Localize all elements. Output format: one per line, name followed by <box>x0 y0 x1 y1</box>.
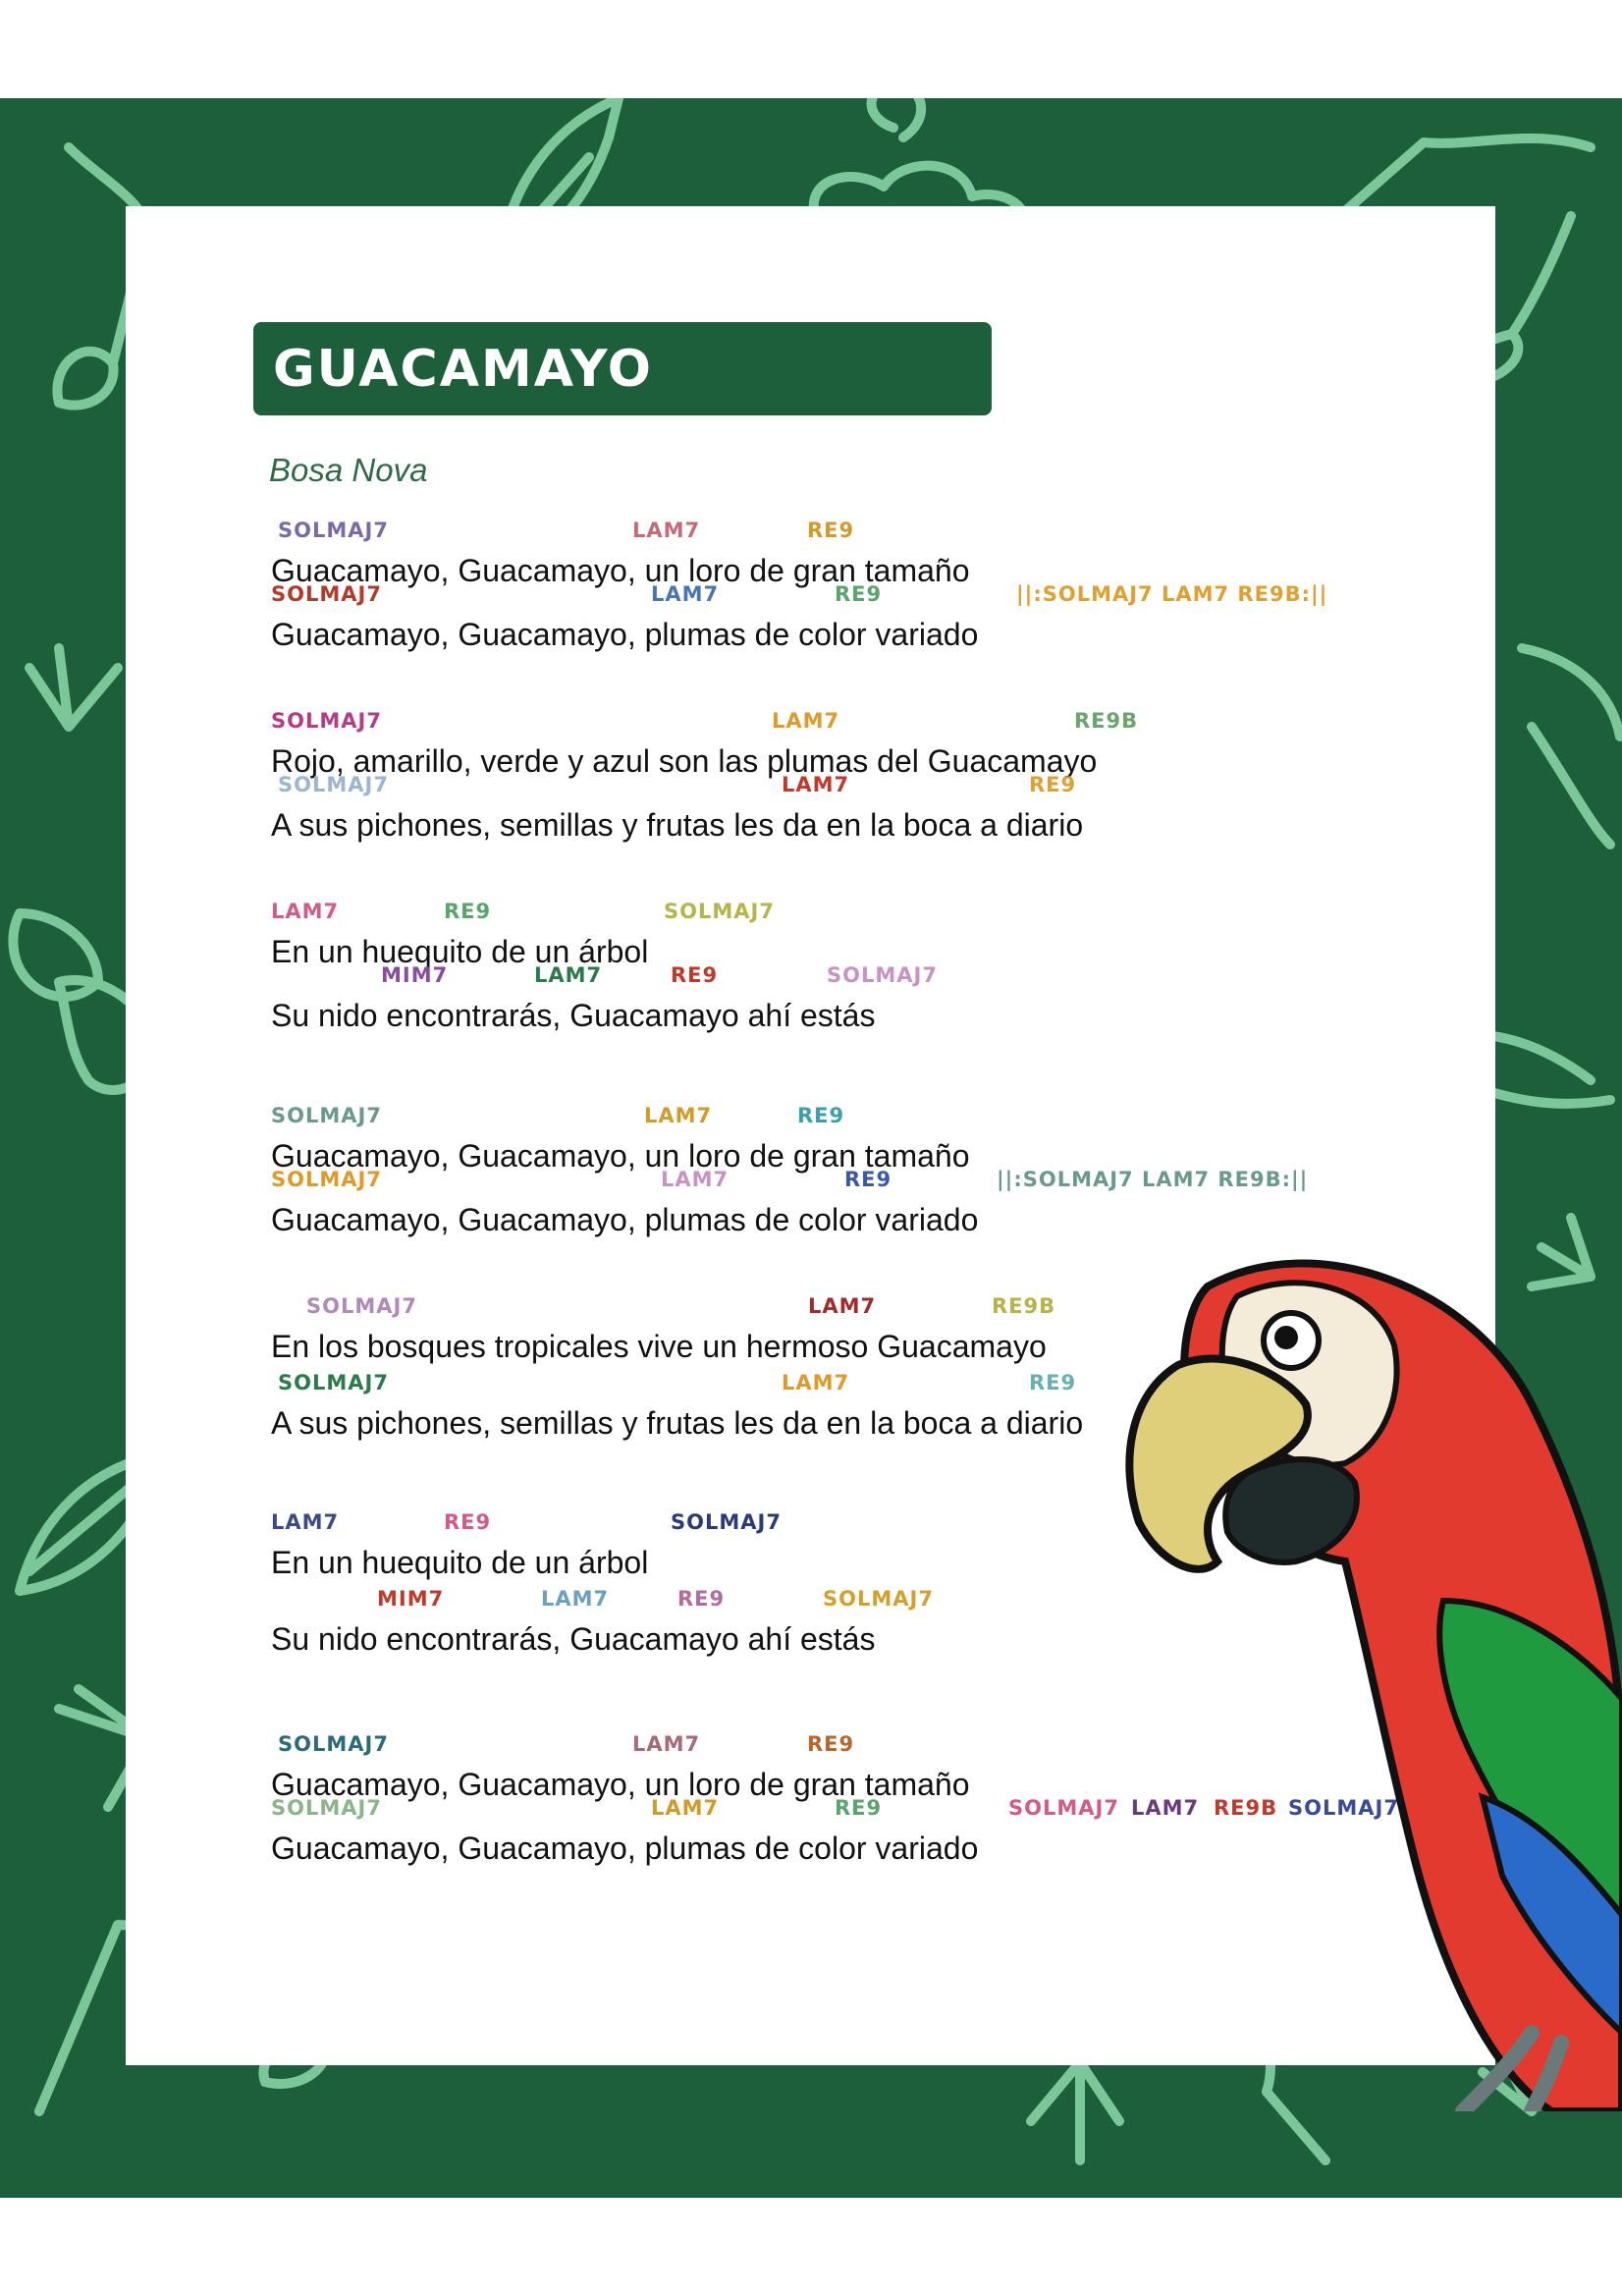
chord: SOLMAJ7 <box>271 582 382 606</box>
chord: MIM7 <box>377 1587 445 1611</box>
macaw-illustration <box>1119 1228 1622 2111</box>
chord: LAM7 <box>782 1371 850 1394</box>
arrow-doodle-3 <box>1031 2062 1119 2160</box>
chord: SOLMAJ7 <box>271 1168 382 1191</box>
music-style: Bosa Nova <box>269 452 428 488</box>
ending-chord: SOLMAJ7 <box>1008 1796 1119 1820</box>
parrot-pupil <box>1274 1326 1298 1349</box>
chord: LAM7 <box>632 519 701 542</box>
lyric-line: Guacamayo, Guacamayo, un loro de gran tamaño <box>271 1138 970 1174</box>
chord: SOLMAJ7 <box>278 773 389 796</box>
chord: RE9 <box>444 900 492 923</box>
chord: RE9 <box>835 1796 883 1820</box>
chord: SOLMAJ7 <box>664 900 775 923</box>
title-banner <box>253 322 992 415</box>
chord: LAM7 <box>271 1510 340 1534</box>
chord: SOLMAJ7 <box>306 1294 417 1318</box>
chord: LAM7 <box>644 1104 713 1127</box>
chord: MIM7 <box>381 963 449 987</box>
chord: SOLMAJ7 <box>271 1104 382 1127</box>
lyric-line: Guacamayo, Guacamayo, plumas de color variado <box>271 1831 979 1866</box>
lyric-line: Su nido encontrarás, Guacamayo ahí estás <box>271 1621 876 1657</box>
chord: SOLMAJ7 <box>271 1796 382 1820</box>
lyric-line: Rojo, amarillo, verde y azul son las plumas del Guacamayo <box>271 743 1098 779</box>
chord: RE9 <box>444 1510 492 1534</box>
chord: LAM7 <box>632 1732 701 1756</box>
chord: SOLMAJ7 <box>278 1732 389 1756</box>
lyric-line: Guacamayo, Guacamayo, un loro de gran tamaño <box>271 553 970 588</box>
lyric-line: A sus pichones, semillas y frutas les da en la boca a diario <box>271 807 1084 843</box>
repeat-sign: ||:SOLMAJ7 LAM7 RE9B:|| <box>997 1168 1309 1191</box>
chord: RE9B <box>1074 709 1139 733</box>
chord: RE9 <box>835 582 883 606</box>
ending-chord: SOLMAJ7 <box>1288 1796 1399 1820</box>
chord: RE9 <box>797 1104 845 1127</box>
arrow-doodle <box>29 648 118 727</box>
lyric-line: En un huequito de un árbol <box>271 934 649 969</box>
chord: LAM7 <box>651 1796 720 1820</box>
chord: LAM7 <box>541 1587 610 1611</box>
lyric-line: Guacamayo, Guacamayo, plumas de color variado <box>271 1202 979 1237</box>
chord: SOLMAJ7 <box>278 1371 389 1394</box>
chord: LAM7 <box>772 709 840 733</box>
song-title: GUACAMAYO <box>273 340 653 399</box>
lyric-line: En los bosques tropicales vive un hermoso Guacamayo <box>271 1329 1047 1364</box>
chord: RE9 <box>671 963 719 987</box>
chord: RE9 <box>1029 773 1077 796</box>
chord: RE9 <box>807 519 855 542</box>
chord: LAM7 <box>808 1294 877 1318</box>
chord: SOLMAJ7 <box>827 963 938 987</box>
chord: SOLMAJ7 <box>278 519 389 542</box>
chord: LAM7 <box>271 900 340 923</box>
ending-chord: LAM7 <box>1131 1796 1200 1820</box>
chord: RE9B <box>992 1294 1056 1318</box>
chord: SOLMAJ7 <box>823 1587 934 1611</box>
chord: LAM7 <box>534 963 603 987</box>
chord: LAM7 <box>651 582 720 606</box>
leaf-doodle-3 <box>1522 648 1620 845</box>
chord: SOLMAJ7 <box>271 709 382 733</box>
chord: LAM7 <box>661 1168 730 1191</box>
lyric-line: A sus pichones, semillas y frutas les da en la boca a diario <box>271 1405 1084 1441</box>
chord: RE9 <box>807 1732 855 1756</box>
ending-chord: RE9B <box>1214 1796 1278 1820</box>
chord: RE9 <box>677 1587 726 1611</box>
lyric-line: Guacamayo, Guacamayo, plumas de color variado <box>271 617 979 652</box>
chord: LAM7 <box>782 773 850 796</box>
lyric-line: Su nido encontrarás, Guacamayo ahí estás <box>271 998 876 1033</box>
repeat-sign: ||:SOLMAJ7 LAM7 RE9B:|| <box>1016 582 1328 606</box>
chord: SOLMAJ7 <box>671 1510 782 1534</box>
chord: RE9 <box>1029 1371 1077 1394</box>
lyric-line: En un huequito de un árbol <box>271 1545 649 1580</box>
spiral-doodle <box>872 98 922 137</box>
chord: RE9 <box>844 1168 892 1191</box>
lyric-line: Guacamayo, Guacamayo, un loro de gran tamaño <box>271 1767 970 1802</box>
